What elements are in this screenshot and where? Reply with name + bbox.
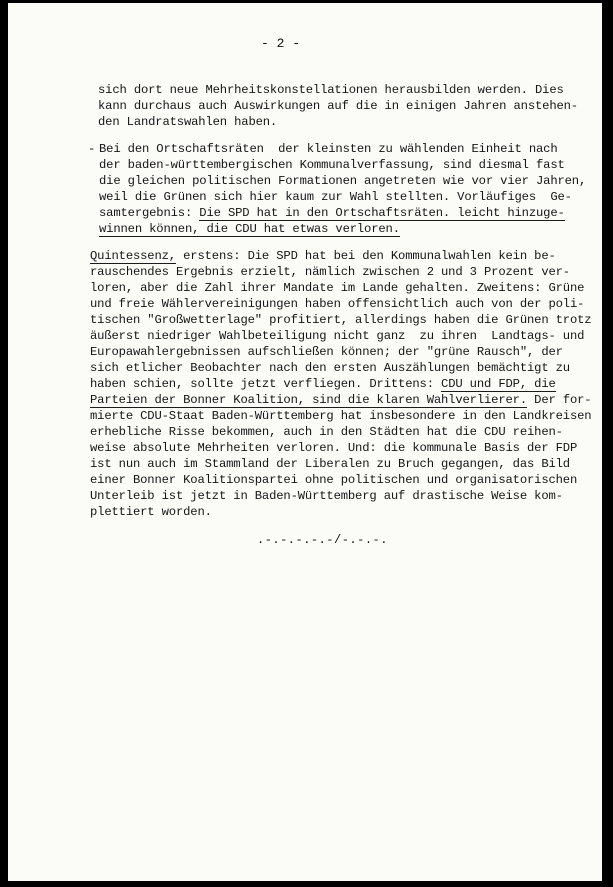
text-segment: erstens: Die SPD hat bei den Kommunalwahlen kein be- [175,249,556,263]
underlined-text: Quintessenz, [90,249,176,263]
text-line: die gleichen politischen Formationen angetreten wie vor vier Jahren, [99,174,587,188]
text-line: rauschendes Ergebnis erzielt, nämlich zwischen 2 und 3 Prozent ver- [90,265,570,279]
underlined-text: winnen können, die CDU hat etwas verloren. [99,222,400,236]
text-line: den Landratswahlen haben. [98,115,278,129]
text-segment: samtergebnis: [99,206,200,220]
text-line [99,206,565,220]
text-line: und freie Wählervereinigungen haben offensichtlich auch von der poli- [90,297,585,311]
text-line [99,222,400,236]
text-segment: Der for- [527,393,592,407]
text-line: Bei den Ortschaftsräten der kleinsten zu wählenden Einheit nach [99,142,558,156]
text-line: kann durchaus auch Auswirkungen auf die in einigen Jahren anstehen- [98,99,578,113]
text-line: plettiert worden. [90,505,212,519]
text-segment: haben schien, sollte jetzt verfliegen. Drittens: [90,377,442,391]
text-line: erhebliche Risse bekommen, auch in den Städten hat die CDU reihen- [90,425,563,439]
underlined-text: Die SPD hat in den Ortschaftsräten. leicht hinzuge- [199,206,565,220]
underlined-text: CDU und FDP, die [441,377,556,391]
document-page [8,3,602,881]
text-line: tischen "Großwetterlage" profitiert, allerdings haben die Grünen trotz [90,313,592,327]
underlined-text: Parteien der Bonner Koalition, sind die klaren Wahlverlierer. [90,393,527,407]
text-line: loren, aber die Zahl ihrer Mandate im Lande gehalten. Zweitens: Grüne [90,281,585,295]
text-line: Unterleib ist jetzt in Baden-Württemberg auf drastische Weise kom- [90,489,563,503]
text-line: sich etlicher Beobachter nach den ersten Auszählungen bemächtigt zu [90,361,570,375]
bullet-dash: - [88,142,96,156]
text-line: ist nun auch im Stammland der Liberalen zu Bruch gegangen, das Bild [90,457,570,471]
text-line: äußerst niedriger Wahlbeteiligung nicht ganz zu ihren Landtags- und [90,329,585,343]
text-line: einer Bonner Koalitionspartei ohne politischen und organisatorischen [90,473,578,487]
text-line: weil die Grünen sich hier kaum zur Wahl stellten. Vorläufiges Ge- [99,190,572,204]
text-line: Europawahlergebnissen aufschließen können; der "grüne Rausch", der [90,345,563,359]
end-mark: .-.-.-.-.-/-.-.-. [257,533,388,547]
text-line [90,249,556,263]
text-line: weise absolute Mehrheiten verloren. Und: die kommunale Basis der FDP [90,441,578,455]
text-line [90,377,556,391]
text-line: sich dort neue Mehrheitskonstellationen herausbilden werden. Dies [98,83,564,97]
page-number: - 2 - [261,36,301,51]
text-line: der baden-württembergischen Kommunalverfassung, sind diesmal fast [99,158,565,172]
text-line [90,393,591,407]
text-line: mierte CDU-Staat Baden-Württemberg hat insbesondere in den Landkreisen [90,409,592,423]
